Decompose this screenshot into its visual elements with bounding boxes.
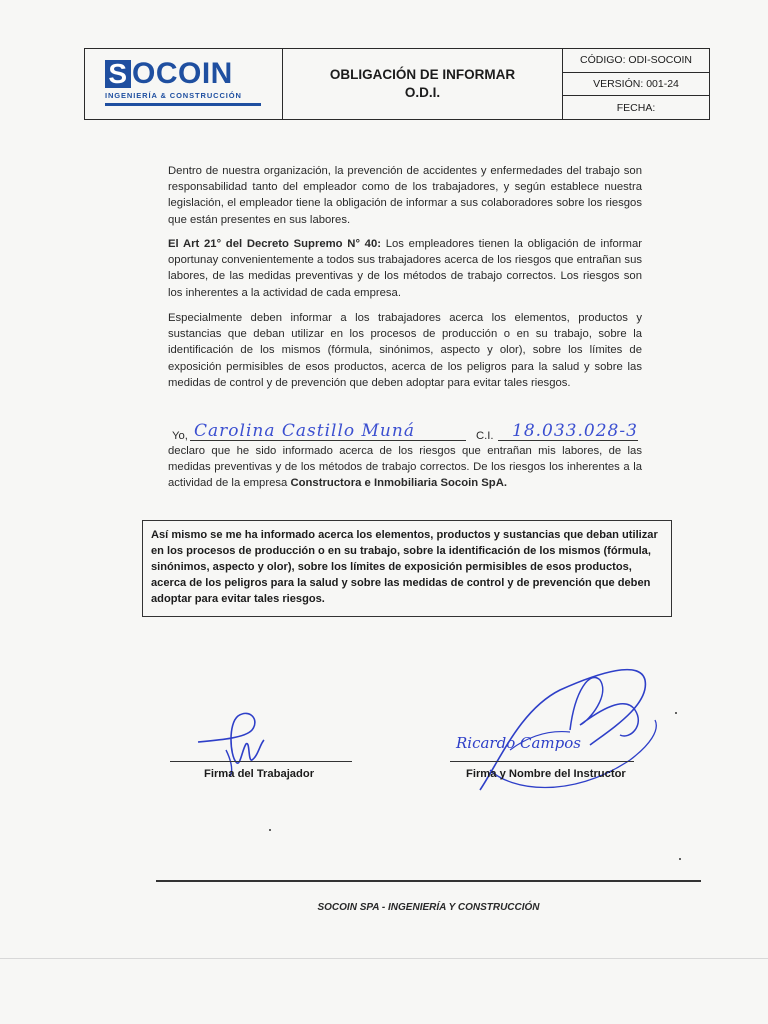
declaration-paragraph xyxy=(168,443,642,492)
logo-subtitle: INGENIERÍA & CONSTRUCCIÓN xyxy=(105,91,242,100)
meta-version: VERSIÓN: 001-24 xyxy=(563,73,709,97)
declaration-text: declaro que he sido informado acerca de los riesgos que entrañan mis labores, de las medidas preventivas y de los métodos de trabajo correctos. De los riesgos los inherentes a la actividad de la empresa xyxy=(168,445,642,490)
meta-codigo: CÓDIGO: ODI-SOCOIN xyxy=(563,49,709,73)
footer-text: SOCOIN SPA - INGENIERÍA Y CONSTRUCCIÓN xyxy=(317,902,540,913)
intro-paragraph: Dentro de nuestra organización, la prevención de accidentes y enfermedades del trabajo son responsabilidad tanto del empleador como de los trabajadores, y según establece nuestra legislación, el empleador tiene la obligación de informar a sus colaboradores sobre los riesgos que están presentes en sus labores. xyxy=(168,165,642,226)
company-logo xyxy=(105,57,233,91)
scan-speck xyxy=(269,829,271,831)
document-meta xyxy=(563,49,709,119)
document-header xyxy=(84,48,710,120)
logo-s-block: S xyxy=(105,60,131,88)
decree-reference: El Art 21° del Decreto Supremo N° 40: xyxy=(168,238,382,250)
worker-name-handwritten: Carolina Castillo Muná xyxy=(194,421,415,441)
worker-signature-label: Firma del Trabajador xyxy=(204,768,315,780)
logo-underline xyxy=(105,103,261,106)
ci-handwritten: 18.033.028-3 xyxy=(512,421,638,441)
ci-label: C.I. xyxy=(476,430,494,442)
instructor-signature-label: Firma y Nombre del Instructor xyxy=(466,768,626,780)
acknowledgement-box: Así mismo se me ha informado acerca los elementos, productos y sustancias que deban utilizar en los procesos de producción o en su trabajo, sobre la identificación de los mismos (fórmula, sinónimos, aspecto y olor), sobre los límites de exposición permisibles de esos productos, acerca de los peligros para la salud y sobre las medidas de control y de prevención que deben adoptar para evitar tales riesgos. xyxy=(142,520,672,617)
title-line-2: O.D.I. xyxy=(404,85,441,100)
logo-wordmark: OCOIN xyxy=(132,57,233,90)
yo-label: Yo, xyxy=(172,430,188,442)
instructor-signature-line xyxy=(450,761,634,762)
declaration-line xyxy=(168,418,642,442)
scan-speck xyxy=(679,858,681,860)
decree-text: Los empleadores tienen la obligación de informar oportunay convenientemente a todos sus trabajadores acerca de los riesgos que entrañan sus labores, de las medidas preventivas y de los métodos de trabajo correctos. Los riesgos son los inherentes a la actividad de cada empresa. xyxy=(168,238,642,299)
page-bottom-edge xyxy=(0,958,768,959)
document-title xyxy=(283,49,563,119)
logo-cell xyxy=(85,49,283,119)
company-name: Constructora e Inmobiliaria Socoin SpA. xyxy=(290,477,508,490)
meta-fecha: FECHA: xyxy=(616,101,656,114)
scan-speck xyxy=(675,712,677,714)
title-line-1: OBLIGACIÓN DE INFORMAR xyxy=(329,67,516,82)
worker-signature-line xyxy=(170,761,352,762)
obligations-paragraph: Especialmente deben informar a los trabajadores acerca los elementos, productos y sustancias que deban utilizar en los procesos de producción o en su trabajo, sobre la identificación de los mismos (fórmula, sinónimos, aspecto y olor), sobre los límites de exposición permisibles de esos productos, acerca de los peligros para la salud y sobre las medidas de control y de prevención que deben adoptar para evitar tales riesgos. xyxy=(168,312,642,389)
footer-rule xyxy=(156,880,701,882)
decree-paragraph xyxy=(168,236,642,301)
instructor-name-handwritten: Ricardo Campos xyxy=(456,734,581,752)
